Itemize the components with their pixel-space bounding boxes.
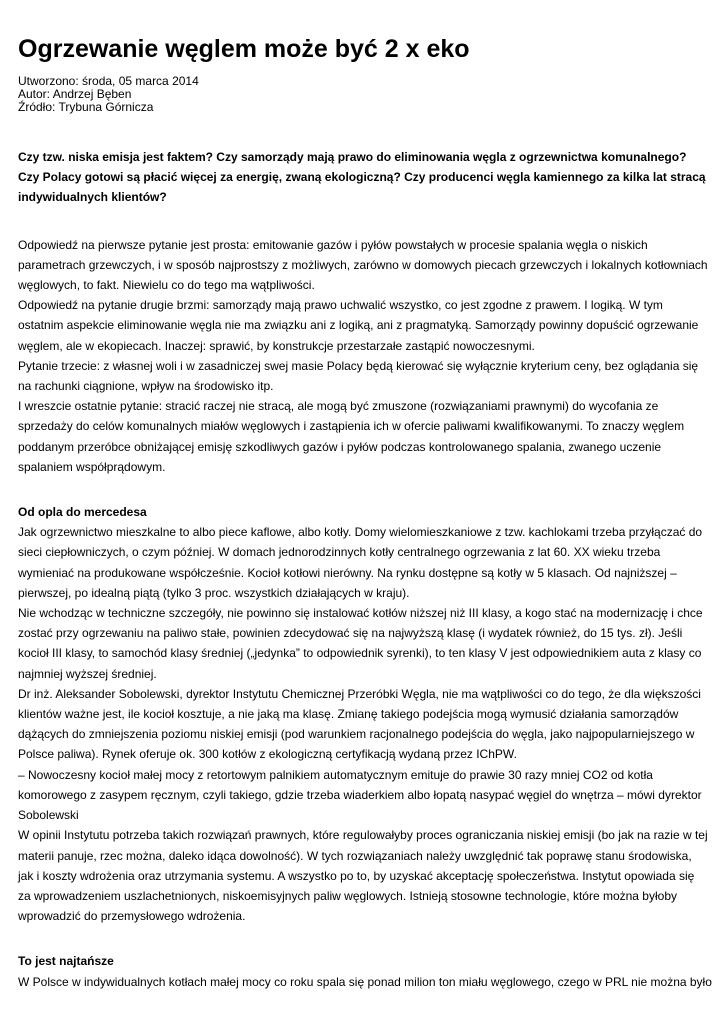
- lead-paragraph: Czy tzw. niska emisja jest faktem? Czy samorządy mają prawo do eliminowania węgla z ogrzewnictwa komunalnego? Czy Polacy gotowi są płacić więcej za energię, zwaną ekologiczną? Czy producenci węgla kamiennego za kilka lat stracą indywidualnych klientów?: [18, 150, 706, 205]
- author-line: Autor: Andrzej Bęben: [18, 87, 132, 101]
- section-heading: To jest najtańsze: [18, 954, 114, 969]
- intro-paragraph-3: Pytanie trzecie: z własnej woli i w zasadniczej swej masie Polacy będą kierować się wyłącznie kryterium ceny, bez oglądania się na rachunki ciągnione, wpływ na środowisko itp.: [18, 358, 699, 394]
- section2-paragraph-1: W Polsce w indywidualnych kotłach małej mocy co roku spala się ponad milion ton miału węglowego, czego w PRL nie można było: [18, 974, 712, 989]
- section1-paragraph-3: Dr inż. Aleksander Sobolewski, dyrektor Instytutu Chemicznej Przeróbki Węgla, nie ma wątpliwości co do tego, że dla większości klientów ważne jest, ile kocioł kosztuje, a nie jaką ma klasę. Zmianę takiego podejścia mogą wymusić działania samorządów dążących do zmniejszenia poziomu niskiej emisji (pod warunkiem racjonalnego podejścia do węgla, jako najpopularniejszego w Polsce paliwa). Rynek oferuje ok. 300 kotłów z ekologiczną certyfikacją wydaną przez IChPW.: [18, 686, 701, 762]
- source-line: Źródło: Trybuna Górnicza: [18, 100, 154, 114]
- intro-paragraph-1: Odpowiedź na pierwsze pytanie jest prosta: emitowanie gazów i pyłów powstałych w procesie spalania węgla o niskich parametrach grzewczych, i w sposób najprostszy z możliwych, zarówno w domowych piecach grzewczych i lokalnych kotłowniach węglowych, to fakt. Niewielu co do tego ma wątpliwości.: [18, 237, 708, 293]
- section1-paragraph-4: – Nowoczesny kocioł małej mocy z retortowym palnikiem automatycznym emituje do prawie 30 razy mniej CO2 od kotła komorowego z zasypem ręcznym, czyli takiego, gdzie trzeba wiaderkiem albo łopatą nasypać węgiel do wnętrza – mówi dyrektor Sobolewski: [18, 767, 702, 823]
- intro-section: [18, 235, 708, 477]
- intro-paragraph-4: I wreszcie ostatnie pytanie: stracić raczej nie stracą, ale mogą być zmuszone (rozwiązaniami prawnymi) do wycofania ze sprzedaży do celów komunalnych miałów węglowych i zastąpienia ich w ofercie paliwami kwalifikowanymi. To znaczy węglem poddanym przeróbce obniżającej emisję szkodliwych gazów i pyłów podczas kontrolowanego spalania, zwanego uczenie spalaniem współprądowym.: [18, 399, 685, 474]
- document-page: [18, 0, 712, 992]
- section1-paragraph-1: Jak ogrzewnictwo mieszkalne to albo piece kaflowe, albo kotły. Domy wielomieszkaniowe z tzw. kachlokami trzeba przyłączać do sieci ciepłowniczych, o czym później. W domach jednorodzinnych kotły centralnego ogrzewania z lat 60. XX wieku trzeba wymieniać na produkowane współcześnie. Kocioł kotłowi nierówny. Na rynku dostępne są kotły w 5 klasach. Od najniższej – pierwszej, po idealną piątą (tylko 3 proc. wszystkich działających w kraju).: [18, 525, 703, 600]
- section-opel-mercedes: [18, 502, 708, 926]
- section1-paragraph-5: W opinii Instytutu potrzeba takich rozwiązań prawnych, które regulowałyby proces ograniczania niskiej emisji (bo jak na razie w tej materii panuje, rzec można, daleko idąca dowolność). W tych rozwiązaniach należy uwzględnić tak poprawę stanu środowiska, jak i koszty wdrożenia oraz utrzymania systemu. A wszystko po to, by uzyskać akceptację społeczeństwa. Instytut opowiada się za wprowadzeniem uszlachetnionych, niskoemisyjnych paliw węglowych. Istnieją stosowne technologie, które można byłoby wprowadzić do przemysłowego wdrożenia.: [18, 828, 708, 924]
- section1-paragraph-2: Nie wchodząc w techniczne szczegóły, nie powinno się instalować kotłów niższej niż III klasy, a kogo stać na modernizację i chce zostać przy ogrzewaniu na paliwo stałe, powinien zdecydować się na najwyższą klasę (i wydatek również, do 15 tys. zł). Jeśli kocioł III klasy, to samochód klasy średniej („jedynka” to odpowiednik syrenki), to ten klasy V jest odpowiednikiem auta z klasy co najmniej wyższej średniej.: [18, 606, 703, 681]
- created-date: Utworzono: środa, 05 marca 2014: [18, 74, 199, 88]
- section-heading: Od opla do mercedesa: [18, 505, 147, 520]
- article-title: Ogrzewanie węglem może być 2 x eko: [18, 35, 470, 63]
- article-meta: [18, 75, 708, 114]
- section-cheapest: [18, 951, 712, 991]
- intro-paragraph-2: Odpowiedź na pytanie drugie brzmi: samorządy mają prawo uchwalić wszystko, co jest zgodne z prawem. I logiką. W tym ostatnim aspekcie eliminowanie węgla nie ma związku ani z logiką, ani z pragmatyką. Samorządy powinny dopuścić ogrzewanie węglem, ale w ekopiecach. Inaczej: sprawić, by konstrukcje przestarzałe zastąpić nowoczesnymi.: [18, 298, 699, 353]
